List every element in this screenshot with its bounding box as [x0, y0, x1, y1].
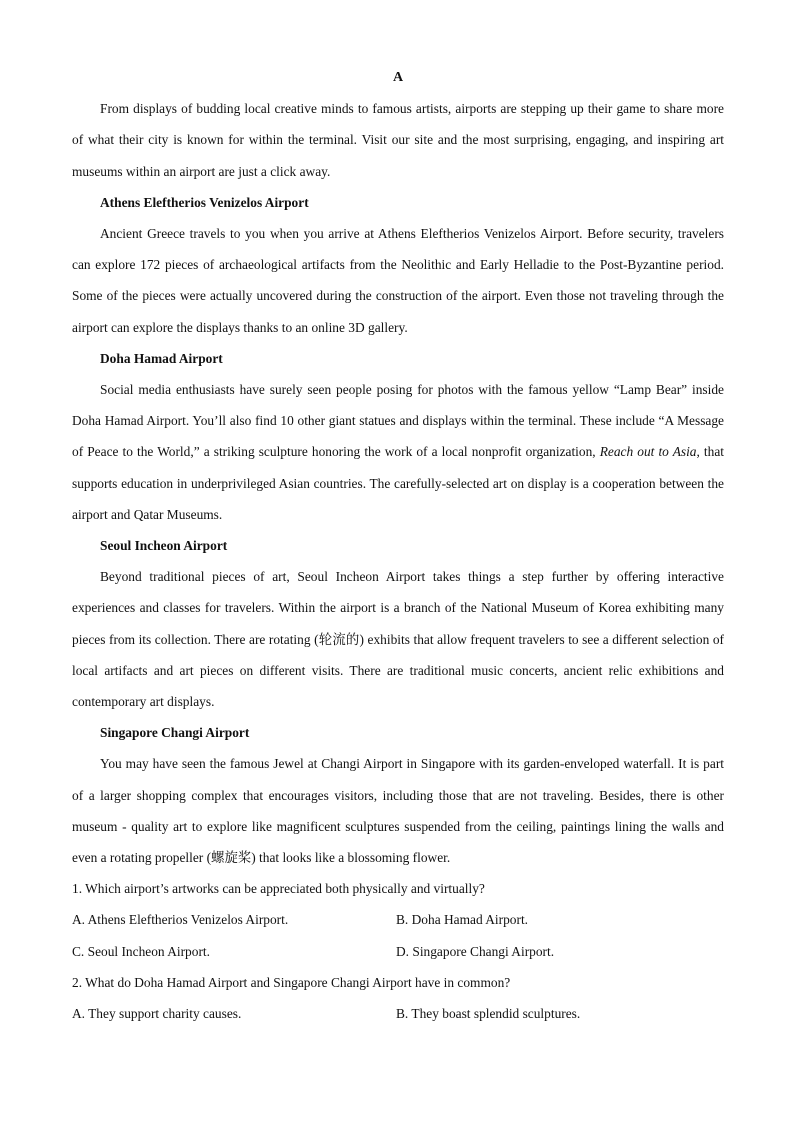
- doha-text-before: Social media enthusiasts have surely seen people posing for photos with the famous yellow “Lamp Bear” inside Doha Hamad Airport. You’ll also find 10 other giant statues and displays within the terminal. These include “A Message of Peace to the World,” a striking sculpture honoring the work of a local nonprofit organization,: [72, 382, 724, 460]
- question-1-stem: 1. Which airport’s artworks can be appreciated both physically and virtually?: [72, 881, 485, 897]
- question-1-option-a[interactable]: A. Athens Eleftherios Venizelos Airport.: [72, 912, 289, 928]
- question-2-option-b[interactable]: B. They boast splendid sculptures.: [396, 1006, 581, 1022]
- section-text-athens: Ancient Greece travels to you when you arrive at Athens Eleftherios Venizelos Airport. Before security, travelers can explore 172 pieces of archaeological artifacts from the Neolithic and Early Helladie to the Post-Byzantine period. Some of the pieces were actually uncovered during the construction of the airport. Even those not traveling through the airport can explore the displays thanks to an online 3D gallery.: [72, 226, 724, 335]
- question-1-option-c[interactable]: C. Seoul Incheon Airport.: [72, 943, 210, 959]
- intro-paragraph: From displays of budding local creative minds to famous artists, airports are stepping up their game to share more of what their city is known for within the terminal. Visit our site and the most surprising, engaging, and inspiring art museums within an airport are just a click away.: [72, 101, 724, 179]
- doha-text-after: , that supports education in underprivileged Asian countries. The carefully-selected art on display is a cooperation between the airport and Qatar Museums.: [72, 444, 725, 522]
- question-2-stem: 2. What do Doha Hamad Airport and Singapore Changi Airport have in common?: [72, 974, 511, 990]
- question-1-option-b[interactable]: B. Doha Hamad Airport.: [396, 912, 529, 928]
- section-text-doha: [72, 374, 724, 530]
- section-heading-doha: Doha Hamad Airport: [100, 350, 223, 366]
- question-1-options-row-1: [72, 904, 724, 935]
- section-heading-athens: Athens Eleftherios Venizelos Airport: [100, 194, 309, 210]
- section-heading-singapore: Singapore Changi Airport: [100, 725, 250, 741]
- question-1-option-d[interactable]: D. Singapore Changi Airport.: [396, 943, 555, 959]
- section-text-seoul: Beyond traditional pieces of art, Seoul Incheon Airport takes things a step further by offering interactive experiences and classes for travelers. Within the airport is a branch of the National Museum of Korea exhibiting many pieces from its collection. There are rotating (轮流的) exhibits that allow frequent travelers to see a different selection of local artifacts and art pieces on different visits. There are traditional music concerts, ancient relic exhibitions and contemporary art displays.: [72, 569, 724, 710]
- passage-label: A: [392, 70, 404, 85]
- question-1-options-row-2: [72, 936, 724, 967]
- doha-text-italic: Reach out to Asia: [599, 444, 697, 460]
- question-2-options-row-1: [72, 998, 724, 1029]
- question-2-option-a[interactable]: A. They support charity causes.: [72, 1006, 242, 1022]
- section-heading-seoul: Seoul Incheon Airport: [100, 538, 228, 554]
- section-text-singapore: You may have seen the famous Jewel at Changi Airport in Singapore with its garden-enveloped waterfall. It is part of a larger shopping complex that encourages visitors, including those that are not traveling. Besides, there is other museum - quality art to explore like magnificent sculptures suspended from the ceiling, paintings lining the walls and even a rotating propeller (螺旋桨) that looks like a blossoming flower.: [72, 756, 724, 866]
- document-page: [72, 62, 724, 1029]
